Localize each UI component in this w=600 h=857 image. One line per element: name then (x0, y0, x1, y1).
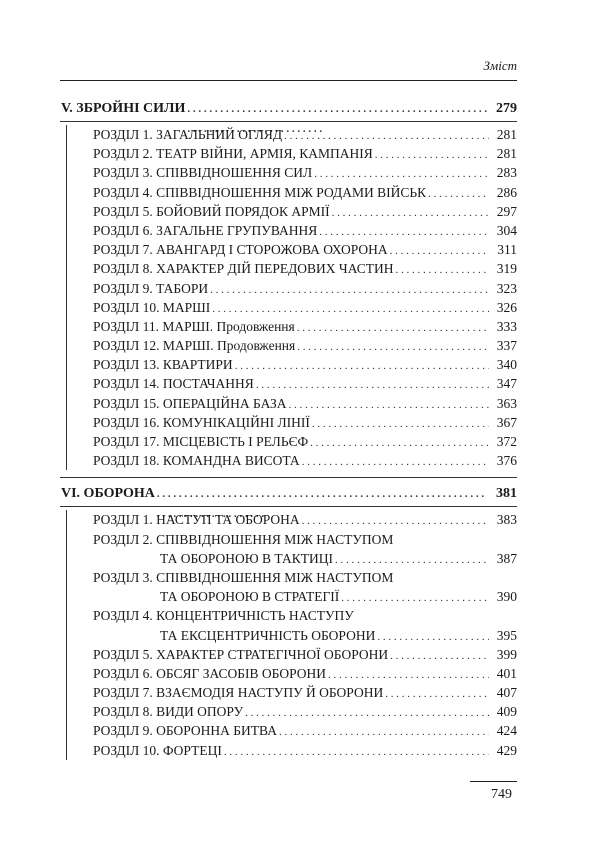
part-page-number: 381 (496, 486, 517, 502)
dot-leader (332, 204, 489, 223)
section-page-number: 424 (496, 723, 517, 739)
dot-leader (302, 453, 489, 472)
section-title: РОЗДІЛ 2. СПІВВІДНОШЕННЯ МІЖ НАСТУПОМ (93, 531, 394, 547)
dot-leader (385, 685, 489, 704)
section-page-number: 326 (496, 299, 517, 315)
toc-section-entry[interactable] (67, 413, 517, 432)
toc-section-entry[interactable] (67, 125, 517, 144)
section-page-number: 311 (497, 242, 517, 258)
toc-section-entry[interactable] (67, 221, 517, 240)
section-group (66, 510, 517, 759)
section-page-number: 340 (496, 357, 517, 373)
dot-leader (245, 704, 489, 723)
toc-section-entry[interactable] (67, 530, 517, 549)
section-page-number: 367 (496, 414, 517, 430)
dot-leader (279, 723, 489, 742)
toc-section-entry[interactable] (67, 279, 517, 298)
section-title: РОЗДІЛ 7. АВАНГАРД І СТОРОЖОВА ОХОРОНА (93, 242, 388, 258)
section-page-number: 429 (496, 742, 517, 758)
section-page-number: 399 (496, 646, 517, 662)
section-title: РОЗДІЛ 3. СПІВВІДНОШЕННЯ МІЖ НАСТУПОМ (93, 569, 394, 585)
running-head: Зміст (483, 58, 517, 73)
section-title: ТА ОБОРОНОЮ В ТАКТИЦІ (160, 550, 333, 566)
toc-section-entry[interactable] (67, 355, 517, 374)
section-title: РОЗДІЛ 14. ПОСТАЧАННЯ (93, 376, 254, 392)
section-page-number: 337 (496, 338, 517, 354)
toc-section-entry[interactable] (67, 163, 517, 182)
toc-section-entry[interactable] (67, 336, 517, 355)
section-title: ТА ОБОРОНОЮ В СТРАТЕГІЇ (160, 589, 340, 605)
toc-section-entry[interactable] (67, 702, 517, 721)
page-number: 749 (491, 787, 512, 802)
section-page-number: 407 (496, 685, 517, 701)
part-page-number: 279 (496, 101, 517, 116)
section-title: РОЗДІЛ 2. ТЕАТР ВІЙНИ, АРМІЯ, КАМПАНІЯ (93, 146, 373, 162)
section-page-number: 390 (496, 589, 517, 605)
toc-section-entry[interactable] (67, 741, 517, 760)
toc-section-entry[interactable] (67, 144, 517, 163)
toc-section-entry[interactable] (67, 202, 517, 221)
section-page-number: 383 (496, 512, 517, 528)
dot-leader (297, 338, 489, 357)
toc-section-entry[interactable] (67, 394, 517, 413)
footer-rule (470, 781, 517, 782)
toc-section-entry[interactable] (67, 721, 517, 740)
section-page-number: 372 (496, 434, 517, 449)
toc-section-entry[interactable] (67, 451, 517, 470)
section-title: РОЗДІЛ 8. ХАРАКТЕР ДІЙ ПЕРЕДОВИХ ЧАСТИН (93, 261, 394, 277)
toc-section-entry[interactable] (67, 183, 517, 202)
toc-section-entry[interactable] (67, 626, 517, 645)
section-title: РОЗДІЛ 4. СПІВВІДНОШЕННЯ МІЖ РОДАМИ ВІЙСЬК (93, 184, 427, 200)
section-page-number: 281 (496, 127, 517, 142)
toc-section-entry[interactable] (67, 510, 517, 529)
table-of-contents (60, 99, 517, 760)
toc-section-entry[interactable] (67, 587, 517, 606)
toc-section-entry[interactable] (67, 298, 517, 317)
toc-section-entry[interactable] (67, 568, 517, 587)
toc-part-entry[interactable] (60, 99, 517, 119)
section-page-number: 409 (496, 704, 517, 720)
dot-leader (224, 743, 489, 762)
section-page-number: 363 (496, 395, 517, 411)
section-page-number: 387 (496, 550, 517, 566)
toc-section-entry[interactable] (67, 645, 517, 664)
toc-section-entry[interactable] (67, 664, 517, 683)
toc-section-entry[interactable] (67, 374, 517, 393)
section-title: РОЗДІЛ 13. КВАРТИРИ (93, 357, 233, 373)
toc-section-entry[interactable] (67, 606, 517, 625)
dot-leader (235, 357, 489, 376)
part-title: V. ЗБРОЙНІ СИЛИ (61, 101, 186, 116)
section-page-number: 304 (496, 222, 517, 238)
section-title: РОЗДІЛ 16. КОМУНІКАЦІЙНІ ЛІНІЇ (93, 414, 310, 430)
toc-section-entry[interactable] (67, 683, 517, 702)
dot-leader (390, 242, 489, 261)
section-title: РОЗДІЛ 6. ЗАГАЛЬНЕ ГРУПУВАННЯ (93, 222, 318, 238)
section-group (66, 125, 517, 470)
dot-leader (256, 376, 489, 395)
section-page-number: 401 (496, 665, 517, 681)
section-title: РОЗДІЛ 18. КОМАНДНА ВИСОТА (93, 453, 300, 469)
section-title: РОЗДІЛ 3. СПІВВІДНОШЕННЯ СИЛ (93, 165, 313, 181)
toc-part-entry[interactable] (60, 484, 517, 504)
toc-section-entry[interactable] (67, 317, 517, 336)
section-title: РОЗДІЛ 5. БОЙОВИЙ ПОРЯДОК АРМІЇ (93, 203, 330, 219)
section-page-number: 323 (496, 280, 517, 296)
section-page-number: 347 (496, 376, 517, 392)
section-title: РОЗДІЛ 10. МАРШІ (93, 299, 211, 315)
dot-leader (396, 261, 489, 280)
toc-section-entry[interactable] (67, 259, 517, 278)
section-title: РОЗДІЛ 5. ХАРАКТЕР СТРАТЕГІЧНОЇ ОБОРОНИ (93, 646, 389, 662)
dot-leader (390, 647, 489, 666)
section-title: РОЗДІЛ 9. ОБОРОННА БИТВА (93, 723, 277, 739)
section-page-number: 333 (496, 318, 517, 334)
section-page-number: 286 (496, 184, 517, 200)
section-title: РОЗДІЛ 10. ФОРТЕЦІ (93, 742, 222, 758)
section-page-number: 297 (496, 203, 517, 219)
header-rule (60, 80, 517, 81)
section-title: РОЗДІЛ 9. ТАБОРИ (93, 280, 209, 296)
section-title: РОЗДІЛ 12. МАРШІ. Продовження (93, 338, 296, 354)
dot-leader (310, 434, 489, 453)
section-page-number: 319 (496, 261, 517, 277)
dot-leader (312, 415, 489, 434)
toc-section-entry[interactable] (67, 240, 517, 259)
dot-leader (375, 146, 489, 165)
section-page-number: 281 (496, 146, 517, 162)
section-title: РОЗДІЛ 11. МАРШІ. Продовження (93, 318, 295, 334)
section-title: РОЗДІЛ 6. ОБСЯГ ЗАСОБІВ ОБОРОНИ (93, 665, 326, 681)
section-title: ТА ЕКСЦЕНТРИЧНІСТЬ ОБОРОНИ (160, 627, 376, 643)
dot-leader (297, 319, 489, 338)
section-title: РОЗДІЛ 17. МІСЦЕВІСТЬ І РЕЛЬЄФ (93, 434, 309, 449)
dot-leader (289, 396, 490, 415)
section-title: РОЗДІЛ 7. ВЗАЄМОДІЯ НАСТУПУ Й ОБОРОНИ (93, 685, 384, 701)
section-page-number: 395 (496, 627, 517, 643)
dot-leader (428, 185, 489, 204)
section-page-number: 283 (496, 165, 517, 181)
dot-leader (377, 628, 489, 647)
part-title: VI. ОБОРОНА (61, 486, 155, 502)
section-title: РОЗДІЛ 1. НАСТУП ТА ОБОРОНА (93, 512, 300, 528)
part-divider (60, 477, 517, 478)
section-title: РОЗДІЛ 15. ОПЕРАЦІЙНА БАЗА (93, 395, 287, 411)
section-page-number: 376 (496, 453, 517, 469)
toc-section-entry[interactable] (67, 549, 517, 568)
section-title: РОЗДІЛ 8. ВИДИ ОПОРУ (93, 704, 244, 720)
dot-leader (341, 589, 489, 608)
toc-section-entry[interactable] (67, 432, 517, 451)
section-title: РОЗДІЛ 1. ЗАГАЛЬНИЙ ОГЛЯД (93, 127, 283, 142)
section-title: РОЗДІЛ 4. КОНЦЕНТРИЧНІСТЬ НАСТУПУ (93, 608, 354, 624)
dot-leader (210, 281, 489, 300)
